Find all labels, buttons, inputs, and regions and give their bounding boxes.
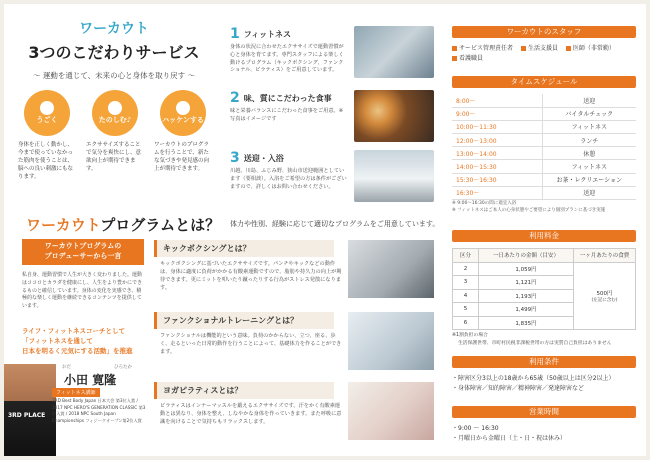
producer-role: フィットネス講師 bbox=[52, 388, 100, 397]
table-row: 2 1,059円 500円 (左記に含む) bbox=[453, 262, 636, 276]
hero-title-main: 3つのこだわりサービス bbox=[28, 43, 200, 62]
schedule-note: ※ 9:00〜16:30の間に適宜入浴 ※ フィットネスはご本人の心身状態やご要望により個別プランに基づき実施 bbox=[452, 201, 606, 214]
producer-credentials: 3RD Best Body Japan 日本大会 第3位入賞 / 2017 NPC HERO'S GENERATION CLASSIC 第3位入賞 / 2018 NPC South Japan Championships フィジークオープン第2位入賞 bbox=[52, 398, 146, 424]
producer-ruby-given: ひろたか bbox=[114, 365, 132, 370]
service-name: フィットネス bbox=[243, 29, 292, 39]
program-desc: ピラティスはインナーマッスルを鍛えるエクササイズです。汗をかく有酸素運動とは異なり、身体を整え、しなやかな身体を作っていきます。また呼吸に意識を向けることで気持ちもリラックスします。 bbox=[160, 403, 342, 426]
program-functional bbox=[154, 312, 434, 376]
producer-highlight bbox=[22, 327, 146, 356]
fitness-photo bbox=[354, 26, 434, 78]
program-kickboxing bbox=[154, 240, 434, 304]
service-3 bbox=[230, 150, 434, 202]
table-row: 5 1,499円 bbox=[453, 303, 636, 317]
producer-highlight-2: 「フィットネスを通して bbox=[22, 336, 93, 345]
service-number: 2 bbox=[230, 90, 240, 106]
feature-text: 身体を正しく動かし、今まで使っていなかった筋肉を使うことは、脳への良い刺激にもなります。 bbox=[18, 142, 74, 180]
producer-ruby-family: おだ bbox=[62, 365, 71, 370]
service-name: 味、質にこだわった食事 bbox=[243, 93, 332, 103]
service-number: 3 bbox=[230, 150, 240, 166]
table-row: 6 1,835円 bbox=[453, 316, 636, 330]
table-header-row: 区分 一日あたりの金額（目安） 一ヶ月あたりの食費 bbox=[453, 249, 636, 263]
producer-shirt-text: 3RD PLACE bbox=[8, 412, 46, 419]
producer-photo bbox=[4, 364, 56, 456]
staff-item: 看護職員 bbox=[452, 55, 483, 62]
producer-highlight-1: ライフ・フィットネスコーチとして bbox=[22, 327, 126, 335]
table-row: 14:00〜15:30 フィットネス bbox=[452, 160, 636, 173]
program-section-title bbox=[26, 214, 220, 235]
program-pilates bbox=[154, 382, 434, 448]
table-row: 4 1,193円 bbox=[453, 289, 636, 303]
program-title: キックボクシングとは？ bbox=[154, 240, 334, 257]
table-row: 16:30〜 送迎 bbox=[452, 186, 636, 199]
hero-title-top: ワーカウト bbox=[79, 21, 149, 37]
person-icon bbox=[40, 101, 54, 115]
feature-label: うごく bbox=[36, 116, 58, 125]
program-title-rest: プログラムとは？ bbox=[100, 216, 221, 234]
table-row: 9:00〜 バイタルチェック bbox=[452, 107, 636, 120]
service-number: 1 bbox=[230, 26, 240, 42]
program-desc: ファンクショナルは機能的という意味。負荷のかからない、立つ、座る、歩く、走るといった日常的動作を行うことによって、基礎体力を作ることができます。 bbox=[160, 333, 342, 356]
table-row: 8:00〜 送迎 bbox=[452, 94, 636, 107]
hours-list: ・9:00 〜 16:30 ・月曜日から金曜日（土・日・祝は休み） bbox=[452, 425, 567, 442]
producer-desc: 私自身、運動習慣で人生が大きく変わりました。運動はココロとカラダを健康にし、人生をより豊かにできるものと確信しています。身体の変化を実感でき、積極的な楽しく運動を継続できるコンテンツを提供しています。 bbox=[22, 272, 143, 309]
pilates-photo bbox=[348, 382, 434, 440]
conditions-header: 利用条件 bbox=[452, 356, 636, 368]
program-title-accent: ワーカウト bbox=[26, 216, 101, 234]
person-icon bbox=[176, 101, 190, 115]
flyer-page bbox=[4, 4, 646, 456]
functional-photo bbox=[348, 312, 434, 370]
service-desc: 味と栄養バランスにこだわった食事をご用意。※ 写真はイメージです bbox=[230, 108, 344, 122]
feature-3 bbox=[154, 90, 214, 174]
schedule-table bbox=[452, 94, 636, 200]
schedule-header: タイムスケジュール bbox=[452, 76, 636, 88]
producer-name: 小田 寛隆 bbox=[64, 373, 117, 387]
producer-ruby bbox=[62, 364, 132, 370]
staff-item: 医師（非常勤） bbox=[566, 45, 615, 52]
fee-note: ※1割負担の場合 生活保護世帯、市町村民税非課税世帯の方は実質自己負担はありません bbox=[452, 333, 612, 346]
producer-box bbox=[22, 239, 144, 265]
staff-item: 生活支援員 bbox=[521, 45, 558, 52]
table-row: 13:00〜14:00 休憩 bbox=[452, 147, 636, 160]
van-photo bbox=[354, 150, 434, 202]
service-2 bbox=[230, 90, 434, 142]
table-row: 10:00〜11:30 フィットネス bbox=[452, 120, 636, 133]
service-desc: 身体の状況に合わせたエクササイズで運動習慣が心と身体を育てます。専門スタッフによる楽しく動けるプログラム（キックボクシング、ファンクショナル、ピラティス）をご用意しています。 bbox=[230, 44, 344, 74]
program-desc: キックボクシングに基づいたエクササイズです。パンチやキックなどの動作は、身体に適度に負荷がかかる有酸素運動ですので、脂肪や持久力の向上が期待できます。更にミットを叩いたり蹴ったりする行為がストレス発散になります。 bbox=[160, 261, 342, 292]
producer-box-line2: プロデューサーから一言 bbox=[44, 251, 122, 260]
fee-table bbox=[452, 248, 636, 330]
staff-header: ワーカウトのスタッフ bbox=[452, 26, 636, 38]
feature-1 bbox=[18, 90, 78, 182]
conditions-list: ・障害区分3以上の18歳から65歳（50歳以上は区分2以上） ・身体障害／知的障害／精神障害／発達障害など bbox=[452, 375, 615, 392]
hero-subtitle: 〜 運動を通じて、未来の心と身体を取り戻す 〜 bbox=[32, 71, 196, 80]
feature-circle bbox=[160, 90, 206, 136]
meal-fee-cell: 500円 (左記に含む) bbox=[574, 262, 636, 330]
hours-header: 営業時間 bbox=[452, 406, 636, 418]
feature-2 bbox=[86, 90, 146, 174]
kickboxing-photo bbox=[348, 240, 434, 298]
table-row: 3 1,121円 bbox=[453, 276, 636, 290]
service-desc: 川越、川島、ふじみ野、狭山市送迎範囲としています（要相談）。入浴をご希望の方は条件がございますので、詳しくはお問い合わせください。 bbox=[230, 168, 347, 190]
feature-label: たのしむ♪ bbox=[98, 116, 132, 125]
feature-circle bbox=[92, 90, 138, 136]
program-title: ヨガピラティスとは？ bbox=[154, 382, 334, 399]
table-row: 12:00〜13:00 ランチ bbox=[452, 134, 636, 147]
feature-text: エクササイズすることで気分を爽快にし、意欲向上が期待できます。 bbox=[86, 142, 142, 172]
feature-label: ハッケンする bbox=[162, 116, 204, 125]
program-title: ファンクショナルトレーニングとは？ bbox=[154, 312, 334, 329]
service-name: 送迎・入浴 bbox=[243, 153, 284, 163]
person-icon bbox=[108, 101, 122, 115]
staff-item: サービス管理責任者 bbox=[452, 45, 513, 52]
feature-text: ワーカウトのプログラムを行うことで、新たな気づきや発見感の向上が期待できます。 bbox=[154, 142, 210, 172]
feature-circle bbox=[24, 90, 70, 136]
producer-highlight-3: 日本を明るく元気にする活動」を推進 bbox=[22, 346, 133, 355]
service-1 bbox=[230, 26, 434, 82]
program-section-subtitle: 体力や性別、経験に応じて適切なプログラムをご用意しています。 bbox=[230, 220, 440, 228]
staff-list bbox=[452, 44, 638, 63]
meal-photo bbox=[354, 90, 434, 142]
producer-box-line1: ワーカウトプログラムの bbox=[44, 242, 122, 250]
hero-title bbox=[14, 18, 214, 63]
fee-header: 利用料金 bbox=[452, 230, 636, 242]
table-row: 15:30〜16:30 お茶・レクリエーション bbox=[452, 173, 636, 186]
